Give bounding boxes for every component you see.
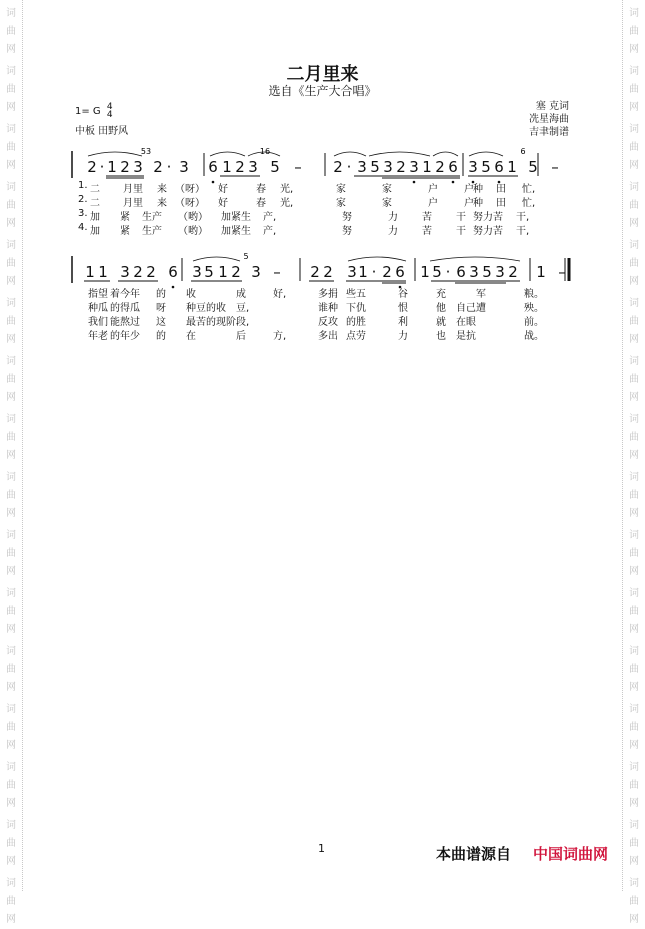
- lyric-syllable: 好,: [273, 289, 287, 300]
- watermark-group: 词 曲 网: [6, 646, 16, 693]
- grace-note: 16: [259, 147, 271, 156]
- lyric-syllable: 苦: [422, 212, 432, 223]
- note: 3: [248, 158, 258, 176]
- lyric-syllable: 的年少: [110, 331, 140, 342]
- source-credit: [436, 843, 608, 864]
- lyric-syllable: 户: [428, 198, 438, 209]
- note: 1: [507, 158, 517, 176]
- time-signature-top: 4: [106, 102, 113, 112]
- note: 2: [382, 263, 392, 281]
- lyric-syllable: 的得瓜: [110, 303, 140, 314]
- watermark-group: 词 曲 网: [6, 472, 16, 519]
- source-label: 本曲谱源自: [435, 845, 511, 863]
- song-title: 二月里来: [286, 64, 359, 85]
- lyric-syllable: 力: [388, 212, 398, 223]
- lyric-syllable: 干,: [516, 226, 530, 237]
- watermark-group: 词 曲 网: [629, 182, 639, 229]
- watermark-group: 词 曲 网: [629, 298, 639, 345]
- watermark-group: 词 曲 网: [629, 8, 639, 55]
- lyric-syllable: 努力苦: [473, 212, 503, 223]
- time-signature-bottom: 4: [106, 110, 113, 120]
- note: 3: [133, 158, 143, 176]
- lyricist-credit: 塞 克词: [535, 101, 569, 112]
- lyric-syllable: （哟）: [178, 212, 208, 223]
- note: –: [294, 158, 302, 176]
- lyric-syllable: 户: [428, 184, 438, 195]
- watermark-group: 词 曲 网: [6, 588, 16, 635]
- lyric-syllable: 收: [186, 289, 196, 300]
- note: 1: [98, 263, 108, 281]
- watermark-group: 词 曲 网: [629, 124, 639, 171]
- note: 5: [270, 158, 280, 176]
- lyric-syllable: 生产: [142, 226, 162, 237]
- verse-number: 4.: [78, 222, 88, 233]
- lyric-syllable: 指望: [88, 289, 108, 300]
- slur: [193, 257, 240, 261]
- lyric-syllable: 好: [218, 198, 228, 209]
- lyric-syllable: 就: [436, 317, 446, 328]
- lyric-syllable: 努力苦: [473, 226, 503, 237]
- note: ·: [445, 263, 451, 281]
- lyric-syllable: 紧: [120, 226, 130, 237]
- lyric-syllable: 种瓜: [88, 303, 108, 314]
- notation-row-2: [70, 245, 575, 290]
- lyric-syllable: 能熬过: [110, 317, 140, 328]
- lyric-syllable: 苦: [422, 226, 432, 237]
- slur: [369, 152, 430, 156]
- note: 1: [85, 263, 95, 281]
- note: 2: [133, 263, 143, 281]
- lyric-syllable: 多出: [318, 331, 338, 342]
- note: ·: [166, 158, 172, 176]
- lyric-syllable: 光,: [280, 184, 294, 195]
- grace-note: 53: [140, 147, 152, 156]
- lyric-syllable: 最苦的现阶: [186, 317, 236, 328]
- lyric-syllable: 家: [336, 198, 346, 209]
- grace-note: 5: [243, 252, 249, 261]
- lyric-line: [78, 299, 544, 314]
- note: ·: [99, 158, 105, 176]
- note: 3: [357, 158, 367, 176]
- lyric-line: [78, 222, 538, 236]
- note: 6: [456, 263, 466, 281]
- lyric-syllable: 光,: [280, 198, 294, 209]
- credits: [529, 100, 569, 139]
- note: 2: [153, 158, 163, 176]
- lyric-syllable: 努: [342, 226, 352, 237]
- lyric-syllable: 恨: [398, 303, 408, 314]
- note: 3: [468, 158, 478, 176]
- grace-note: 6: [520, 147, 526, 156]
- note: 3: [251, 263, 261, 281]
- note: 2: [120, 158, 130, 176]
- lyric-syllable: 殃。: [524, 303, 544, 314]
- lyric-syllable: 来: [157, 184, 167, 195]
- note: 1: [358, 263, 368, 281]
- note: ·: [371, 263, 377, 281]
- watermark-group: 词 曲 网: [629, 530, 639, 577]
- lyric-syllable: 着今年: [110, 289, 140, 300]
- lyric-syllable: 种: [473, 184, 483, 195]
- lyric-syllable: 点劳: [346, 331, 366, 342]
- note: 3: [409, 158, 419, 176]
- note: 1: [222, 158, 232, 176]
- lyric-syllable: 月里: [123, 184, 143, 195]
- note: 3: [192, 263, 202, 281]
- lyric-syllable: 反攻: [318, 317, 338, 328]
- lyric-syllable: 加紧生: [221, 226, 251, 237]
- lyric-line: [78, 180, 538, 194]
- lyric-syllable: 是抗: [456, 331, 476, 342]
- note: 2: [235, 158, 245, 176]
- tempo-marking: 中板 田野风: [75, 126, 129, 137]
- lyric-syllable: 在眼: [456, 317, 476, 328]
- lyric-syllable: 后: [236, 331, 246, 342]
- lyric-syllable: 利: [398, 317, 408, 328]
- watermark-group: 词 曲 网: [6, 298, 16, 345]
- note: ·: [346, 158, 352, 176]
- watermark-group: 词 曲 网: [6, 820, 16, 867]
- lyric-syllable: 方,: [273, 331, 287, 342]
- lyric-syllable: 来: [157, 198, 167, 209]
- page-number: 1: [318, 842, 325, 855]
- lyric-syllable: 忙,: [522, 184, 536, 195]
- watermark-group: 词 曲 网: [6, 878, 16, 925]
- lyric-syllable: 家: [382, 198, 392, 209]
- note: 2: [231, 263, 241, 281]
- verse-number: 3.: [78, 208, 88, 219]
- time-signature: [107, 103, 113, 119]
- lyric-syllable: 春: [256, 184, 266, 195]
- lyric-syllable: 力: [388, 226, 398, 237]
- lyric-line: [78, 285, 544, 300]
- lyric-syllable: 下仇: [346, 303, 366, 314]
- score-row-2: [70, 245, 575, 290]
- note: 6: [494, 158, 504, 176]
- watermark-group: 词 曲 网: [629, 472, 639, 519]
- watermark-group: 词 曲 网: [6, 182, 16, 229]
- lyric-syllable: 豆,: [236, 303, 250, 314]
- lyric-syllable: 粮。: [524, 289, 544, 300]
- composer-credit: 冼星海曲: [529, 114, 569, 125]
- watermark-group: 词 曲 网: [6, 124, 16, 171]
- lyric-syllable: 谷: [398, 289, 408, 300]
- lyric-syllable: 战。: [524, 331, 544, 342]
- watermark-group: 词 曲 网: [6, 240, 16, 287]
- verse-number: 2.: [78, 194, 88, 205]
- watermark-group: 词 曲 网: [6, 414, 16, 461]
- lyric-syllable: 的胜: [346, 317, 366, 328]
- source-brand: 中国词曲网: [532, 845, 608, 863]
- note: 3: [120, 263, 130, 281]
- slur: [433, 152, 458, 156]
- note: 3: [179, 158, 189, 176]
- lyric-syllable: 的: [156, 289, 166, 300]
- note: 6: [168, 263, 178, 281]
- lyric-syllable: （呀）: [175, 184, 205, 195]
- lyric-syllable: 户: [464, 184, 474, 195]
- lyric-line: [78, 208, 538, 222]
- lyric-syllable: 产,: [263, 212, 277, 223]
- lyric-syllable: 干,: [516, 212, 530, 223]
- lyric-syllable: 前。: [524, 317, 544, 328]
- lyric-line: [78, 194, 538, 208]
- note: 2: [508, 263, 518, 281]
- note: 5: [482, 263, 492, 281]
- note: 1: [422, 158, 432, 176]
- watermark-group: 词 曲 网: [6, 530, 16, 577]
- lyric-syllable: 段,: [236, 317, 250, 328]
- lyric-syllable: 二: [90, 184, 100, 195]
- lyric-syllable: 种豆的收: [186, 303, 226, 314]
- lyric-syllable: 加: [90, 226, 100, 237]
- lyric-syllable: 充: [436, 289, 446, 300]
- lyric-syllable: 月里: [123, 198, 143, 209]
- watermark-column-right: [622, 0, 645, 925]
- watermark-group: 词 曲 网: [6, 762, 16, 809]
- watermark-group: 词 曲 网: [629, 704, 639, 751]
- slur: [469, 152, 503, 156]
- note: 2: [333, 158, 343, 176]
- note: –: [558, 263, 566, 281]
- lyric-syllable: 力: [398, 331, 408, 342]
- note: 6: [208, 158, 218, 176]
- note: 5: [204, 263, 214, 281]
- lyrics-block-2: [70, 285, 575, 345]
- lyric-syllable: 户: [464, 198, 474, 209]
- watermark-column-left: [0, 0, 23, 925]
- score-row-1: [70, 140, 575, 185]
- lyric-syllable: 努: [342, 212, 352, 223]
- lyric-syllable: 二: [90, 198, 100, 209]
- lyric-syllable: 呀: [156, 303, 166, 314]
- watermark-group: 词 曲 网: [629, 646, 639, 693]
- note: 1: [107, 158, 117, 176]
- note: 2: [146, 263, 156, 281]
- note: 2: [87, 158, 97, 176]
- note: 5: [528, 158, 538, 176]
- watermark-group: 词 曲 网: [6, 356, 16, 403]
- lyric-syllable: 田: [496, 198, 506, 209]
- note: 1: [420, 263, 430, 281]
- slur: [210, 152, 245, 156]
- note: 3: [383, 158, 393, 176]
- note: 1: [536, 263, 546, 281]
- lyric-syllable: 在: [186, 331, 196, 342]
- note: 6: [448, 158, 458, 176]
- note: 1: [218, 263, 228, 281]
- slur: [348, 257, 406, 261]
- watermark-group: 词 曲 网: [6, 704, 16, 751]
- verse-number: 1.: [78, 180, 88, 191]
- watermark-group: 词 曲 网: [629, 588, 639, 635]
- lyric-syllable: 加紧生: [221, 212, 251, 223]
- note: 6: [395, 263, 405, 281]
- lyric-syllable: 自己遭: [456, 303, 486, 314]
- lyrics-block-1: [70, 180, 575, 240]
- note: 5: [481, 158, 491, 176]
- lyric-syllable: 我们: [88, 317, 108, 328]
- lyric-syllable: 干: [456, 212, 466, 223]
- lyric-syllable: （哟）: [178, 226, 208, 237]
- lyric-syllable: 年老: [88, 331, 108, 342]
- slur: [334, 152, 366, 156]
- note: 3: [469, 263, 479, 281]
- lyric-syllable: 家: [336, 184, 346, 195]
- lyric-syllable: 些五: [346, 289, 366, 300]
- watermark-group: 词 曲 网: [629, 878, 639, 925]
- note: 3: [495, 263, 505, 281]
- lyric-syllable: 谁种: [318, 303, 338, 314]
- watermark-group: 词 曲 网: [6, 66, 16, 113]
- watermark-group: 词 曲 网: [629, 66, 639, 113]
- lyric-syllable: 成: [236, 289, 246, 300]
- note: –: [273, 263, 281, 281]
- lyric-syllable: 他: [436, 303, 446, 314]
- slur: [88, 152, 142, 156]
- lyric-syllable: 春: [256, 198, 266, 209]
- engraver-credit: 吉聿制谱: [529, 127, 569, 138]
- lyric-syllable: 生产: [142, 212, 162, 223]
- key-signature: [75, 103, 113, 119]
- key-label: 1= G: [75, 106, 101, 117]
- lyric-syllable: 加: [90, 212, 100, 223]
- lyric-line: [78, 327, 544, 342]
- lyric-syllable: 干: [456, 226, 466, 237]
- note: 2: [435, 158, 445, 176]
- note: 2: [323, 263, 333, 281]
- slur: [430, 257, 520, 261]
- notation-row-1: [70, 140, 575, 185]
- note: –: [551, 158, 559, 176]
- lyric-syllable: 忙,: [522, 198, 536, 209]
- song-subtitle: 选自《生产大合唱》: [268, 84, 377, 98]
- watermark-group: 词 曲 网: [629, 356, 639, 403]
- watermark-group: 词 曲 网: [629, 762, 639, 809]
- lyric-syllable: 紧: [120, 212, 130, 223]
- watermark-group: 词 曲 网: [629, 820, 639, 867]
- lyric-syllable: （呀）: [175, 198, 205, 209]
- note: 2: [310, 263, 320, 281]
- lyric-syllable: 产,: [263, 226, 277, 237]
- lyric-syllable: 田: [496, 184, 506, 195]
- lyric-syllable: 多捐: [318, 289, 338, 300]
- lyric-syllable: 的: [156, 331, 166, 342]
- watermark-group: 词 曲 网: [629, 414, 639, 461]
- lyric-syllable: 好: [218, 184, 228, 195]
- lyric-line: [78, 313, 544, 328]
- lyric-syllable: 军: [476, 289, 486, 300]
- note: 5: [432, 263, 442, 281]
- watermark-group: 词 曲 网: [6, 8, 16, 55]
- note: 2: [396, 158, 406, 176]
- lyric-syllable: 种: [473, 198, 483, 209]
- note: 3: [347, 263, 357, 281]
- lyric-syllable: 这: [156, 317, 166, 328]
- lyric-syllable: 家: [382, 184, 392, 195]
- watermark-group: 词 曲 网: [629, 240, 639, 287]
- note: 5: [370, 158, 380, 176]
- lyric-syllable: 也: [436, 331, 446, 342]
